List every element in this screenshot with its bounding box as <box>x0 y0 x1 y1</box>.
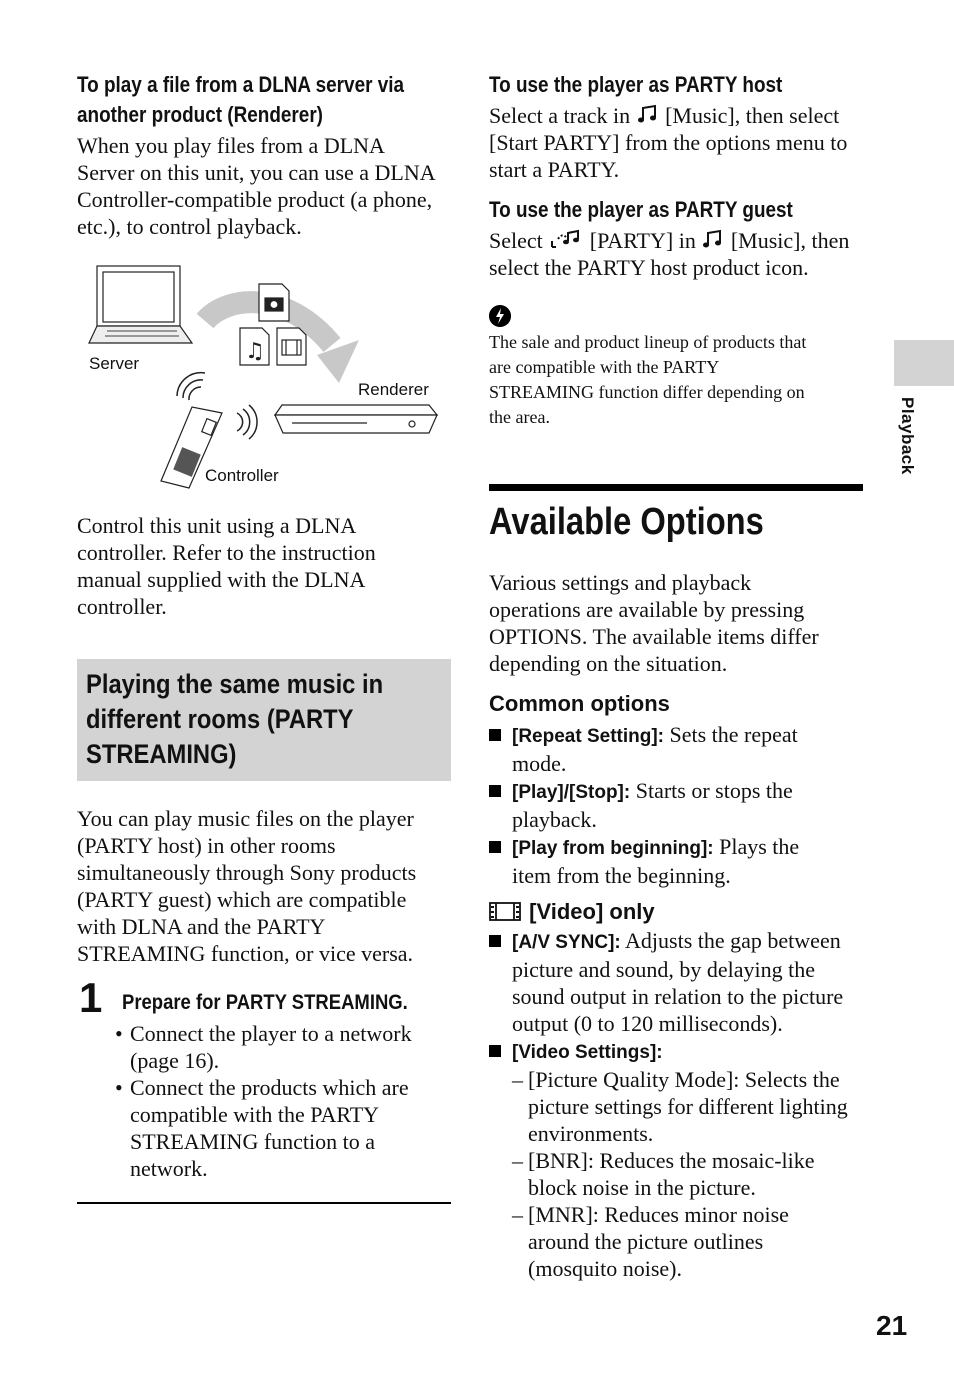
text: [Music], then select <box>665 103 840 128</box>
video-only-label: [Video] only <box>529 899 655 924</box>
host-line: [Start PARTY] from the options menu to <box>489 130 848 155</box>
body-line: simultaneously through Sony products <box>77 860 417 885</box>
party-body <box>77 805 416 967</box>
option-text: item from the beginning. <box>512 863 731 888</box>
renderer-heading-line: To play a file from a DLNA server via <box>77 72 405 97</box>
text: Select a track in <box>489 103 631 128</box>
step-number: 1 <box>79 974 103 1021</box>
guest-line <box>489 227 849 254</box>
title-line: STREAMING) <box>86 739 237 769</box>
body-line: etc.), to control playback. <box>77 214 302 239</box>
list-item <box>489 833 863 889</box>
option-label: [Play from beginning]: <box>512 838 714 859</box>
text: [Music], then <box>730 228 850 253</box>
list-item <box>489 927 863 1037</box>
party-section-title <box>86 667 383 772</box>
host-heading: To use the player as PARTY host <box>489 72 783 97</box>
item-line: (page 16). <box>130 1048 220 1073</box>
host-body <box>489 102 847 183</box>
option-text: Sets the repeat <box>669 722 798 747</box>
hint-line: STREAMING function differ depending on <box>489 382 805 402</box>
sub-item <box>512 1147 863 1201</box>
music-icon <box>701 229 725 251</box>
option-label: [Repeat Setting]: <box>512 726 664 747</box>
body-line: STREAMING function, or vice versa. <box>77 941 414 966</box>
sub-item <box>512 1066 863 1147</box>
photo-file-icon <box>259 284 289 321</box>
host-line <box>489 102 847 129</box>
body-line: Various settings and playback <box>489 570 752 595</box>
sub-item-text: picture settings for different lighting <box>528 1094 848 1119</box>
common-options-list <box>489 721 863 889</box>
option-text: picture and sound, by delaying the <box>512 957 816 982</box>
svg-text:♫: ♫ <box>245 339 265 364</box>
step-bullet-list <box>115 1020 455 1182</box>
body-line: controller. Refer to the instruction <box>77 540 376 565</box>
server-laptop-icon <box>89 266 192 343</box>
body-line: depending on the situation. <box>489 651 728 676</box>
sub-item-text: – [BNR]: Reduces the mosaic-like <box>528 1148 815 1173</box>
hint-icon <box>489 305 511 327</box>
list-item <box>115 1020 455 1074</box>
options-intro <box>489 569 819 677</box>
sub-item-text: (mosquito noise). <box>528 1256 682 1281</box>
option-text: output (0 to 120 milliseconds). <box>512 1011 783 1036</box>
sub-item-text: around the picture outlines <box>528 1229 764 1254</box>
host-line: start a PARTY. <box>489 157 620 182</box>
option-label: [Play]/[Stop]: <box>512 782 631 803</box>
party-section-banner <box>77 659 451 781</box>
music-file-icon <box>240 328 269 365</box>
chapter-tab <box>894 340 954 386</box>
chapter-tab-label: Playback <box>898 397 917 475</box>
option-text: mode. <box>512 751 567 776</box>
hint-line: are compatible with the PARTY <box>489 357 720 377</box>
hint-line: the area. <box>489 407 550 427</box>
body-line: OPTIONS. The available items differ <box>489 624 819 649</box>
sub-item-text: – [MNR]: Reduces minor noise <box>528 1202 789 1227</box>
section-divider <box>77 1202 451 1204</box>
body-line: (PARTY guest) which are compatible <box>77 887 407 912</box>
option-label: [Video Settings]: <box>512 1042 663 1063</box>
square-bullet-icon <box>489 1045 501 1057</box>
body-line: operations are available by pressing <box>489 597 805 622</box>
guest-line: select the PARTY host product icon. <box>489 255 809 280</box>
option-label: [A/V SYNC]: <box>512 932 621 953</box>
square-bullet-icon <box>489 935 501 947</box>
option-text: sound output in relation to the picture <box>512 984 844 1009</box>
guest-heading: To use the player as PARTY guest <box>489 197 793 222</box>
sub-item <box>512 1201 863 1282</box>
music-icon <box>636 104 660 126</box>
list-item <box>489 777 863 833</box>
square-bullet-icon <box>489 785 501 797</box>
renderer-heading-line: another product (Renderer) <box>77 102 323 127</box>
item-line: STREAMING function to a <box>130 1129 376 1154</box>
option-text: Adjusts the gap between <box>625 928 841 953</box>
option-text: Plays the <box>719 834 800 859</box>
item-line: compatible with the PARTY <box>130 1102 380 1127</box>
page-number: 21 <box>876 1310 908 1341</box>
sub-item-text: – [Picture Quality Mode]: Selects the <box>528 1067 840 1092</box>
body-line: manual supplied with the DLNA <box>77 567 366 592</box>
hint-line: The sale and product lineup of products that <box>489 332 807 352</box>
video-file-icon <box>277 328 306 365</box>
text: [PARTY] in <box>589 228 696 253</box>
controller-label: Controller <box>205 466 279 485</box>
page-title: Available Options <box>489 501 764 543</box>
video-only-heading <box>489 898 655 926</box>
renderer-body <box>77 132 436 240</box>
body-line: with DLNA and the PARTY <box>77 914 326 939</box>
text: Select <box>489 228 543 253</box>
control-body <box>77 512 376 620</box>
title-line: Playing the same music in <box>86 669 384 699</box>
party-icon <box>548 229 584 251</box>
body-line: Control this unit using a DLNA <box>77 513 357 538</box>
step-label: Prepare for PARTY STREAMING. <box>122 991 408 1014</box>
video-icon <box>489 900 523 922</box>
renderer-player-icon <box>275 405 437 433</box>
square-bullet-icon <box>489 729 501 741</box>
option-text: Starts or stops the <box>635 778 793 803</box>
sub-item-text: environments. <box>528 1121 654 1146</box>
renderer-heading <box>77 70 404 130</box>
list-item <box>489 721 863 777</box>
body-line: (PARTY host) in other rooms <box>77 833 336 858</box>
item-line: • Connect the player to a network <box>130 1021 412 1046</box>
server-label: Server <box>89 354 140 373</box>
guest-body <box>489 227 849 281</box>
renderer-diagram <box>77 255 451 500</box>
body-line: Server on this unit, you can use a DLNA <box>77 160 436 185</box>
sub-item-text: block noise in the picture. <box>528 1175 756 1200</box>
list-item <box>115 1074 455 1182</box>
hint-text <box>489 330 861 430</box>
title-rule <box>489 484 863 491</box>
body-line: When you play files from a DLNA <box>77 133 385 158</box>
body-line: Controller-compatible product (a phone, <box>77 187 433 212</box>
body-line: You can play music files on the player <box>77 806 414 831</box>
item-line: • Connect the products which are <box>130 1075 409 1100</box>
square-bullet-icon <box>489 841 501 853</box>
title-line: different rooms (PARTY <box>86 704 354 734</box>
video-options-list <box>489 927 863 1282</box>
renderer-label: Renderer <box>358 380 429 399</box>
body-line: controller. <box>77 594 167 619</box>
list-item <box>489 1037 863 1282</box>
common-options-heading: Common options <box>489 691 670 716</box>
option-text: playback. <box>512 807 597 832</box>
item-line: network. <box>130 1156 208 1181</box>
